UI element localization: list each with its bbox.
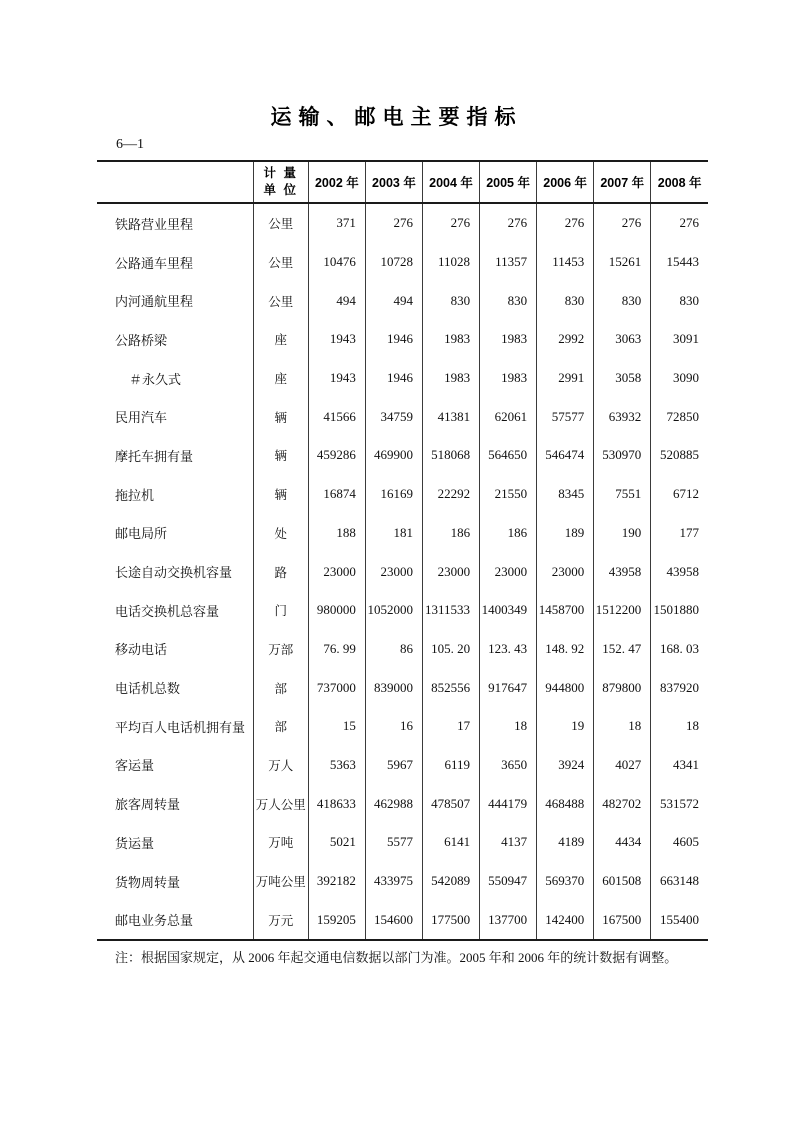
header-year: 2007 年 <box>594 161 651 203</box>
value-cell: 142400 <box>537 900 594 940</box>
table-row <box>97 746 708 785</box>
unit-cell: 万吨公里 <box>253 862 308 901</box>
page-title: 运输、邮电主要指标 <box>270 106 523 129</box>
value-cell: 186 <box>422 514 479 553</box>
value-cell: 1400349 <box>480 591 537 630</box>
value-cell: 41566 <box>308 397 365 436</box>
value-cell: 76. 99 <box>308 630 365 669</box>
value-cell: 2991 <box>537 359 594 398</box>
value-cell: 1311533 <box>422 591 479 630</box>
value-cell: 62061 <box>480 397 537 436</box>
value-cell: 10728 <box>365 243 422 282</box>
value-cell: 830 <box>422 281 479 320</box>
value-cell: 6119 <box>422 746 479 785</box>
value-cell: 43958 <box>594 552 651 591</box>
value-cell: 3058 <box>594 359 651 398</box>
header-unit-line2: 单 位 <box>263 183 299 197</box>
value-cell: 18 <box>651 707 708 746</box>
unit-cell: 座 <box>253 359 308 398</box>
value-cell: 276 <box>594 203 651 243</box>
value-cell: 177500 <box>422 900 479 940</box>
value-cell: 4341 <box>651 746 708 785</box>
value-cell: 1052000 <box>365 591 422 630</box>
value-cell: 155400 <box>651 900 708 940</box>
value-cell: 15443 <box>651 243 708 282</box>
value-cell: 7551 <box>594 475 651 514</box>
value-cell: 22292 <box>422 475 479 514</box>
value-cell: 86 <box>365 630 422 669</box>
value-cell: 154600 <box>365 900 422 940</box>
value-cell: 3924 <box>537 746 594 785</box>
table-row <box>97 862 708 901</box>
indicator-cell: 电话交换机总容量 <box>115 603 220 619</box>
unit-cell: 辆 <box>253 397 308 436</box>
value-cell: 601508 <box>594 862 651 901</box>
indicator-cell: 内河通航里程 <box>115 294 194 310</box>
value-cell: 830 <box>480 281 537 320</box>
table-row <box>97 823 708 862</box>
value-cell: 1458700 <box>537 591 594 630</box>
value-cell: 23000 <box>308 552 365 591</box>
table-row <box>97 591 708 630</box>
unit-cell: 万人公里 <box>253 784 308 823</box>
header-year: 2002 年 <box>308 161 365 203</box>
table-row <box>97 707 708 746</box>
value-cell: 839000 <box>365 668 422 707</box>
value-cell: 23000 <box>422 552 479 591</box>
value-cell: 137700 <box>480 900 537 940</box>
value-cell: 546474 <box>537 436 594 475</box>
value-cell: 57577 <box>537 397 594 436</box>
value-cell: 392182 <box>308 862 365 901</box>
value-cell: 167500 <box>594 900 651 940</box>
value-cell: 542089 <box>422 862 479 901</box>
unit-cell: 门 <box>253 591 308 630</box>
unit-cell: 万部 <box>253 630 308 669</box>
value-cell: 276 <box>480 203 537 243</box>
unit-cell: 万元 <box>253 900 308 940</box>
value-cell: 530970 <box>594 436 651 475</box>
value-cell: 181 <box>365 514 422 553</box>
value-cell: 4434 <box>594 823 651 862</box>
header-year: 2006 年 <box>537 161 594 203</box>
unit-cell: 公里 <box>253 243 308 282</box>
header-unit <box>253 161 308 203</box>
value-cell: 564650 <box>480 436 537 475</box>
value-cell: 41381 <box>422 397 479 436</box>
value-cell: 4605 <box>651 823 708 862</box>
value-cell: 8345 <box>537 475 594 514</box>
indicator-cell: 公路通车里程 <box>115 255 194 271</box>
table-row <box>97 668 708 707</box>
value-cell: 19 <box>537 707 594 746</box>
value-cell: 15261 <box>594 243 651 282</box>
value-cell: 186 <box>480 514 537 553</box>
table-row <box>97 475 708 514</box>
value-cell: 3650 <box>480 746 537 785</box>
stats-table <box>97 160 708 941</box>
indicator-cell: 邮电业务总量 <box>115 913 194 929</box>
unit-cell: 辆 <box>253 475 308 514</box>
value-cell: 830 <box>594 281 651 320</box>
value-cell: 11453 <box>537 243 594 282</box>
table-number: 6—1 <box>116 137 144 152</box>
value-cell: 63932 <box>594 397 651 436</box>
value-cell: 1943 <box>308 320 365 359</box>
value-cell: 177 <box>651 514 708 553</box>
table-body <box>97 203 708 940</box>
table-row <box>97 900 708 940</box>
indicator-cell: ＃永久式 <box>129 371 182 387</box>
value-cell: 459286 <box>308 436 365 475</box>
value-cell: 837920 <box>651 668 708 707</box>
table-row <box>97 630 708 669</box>
value-cell: 1501880 <box>651 591 708 630</box>
value-cell: 6712 <box>651 475 708 514</box>
value-cell: 10476 <box>308 243 365 282</box>
value-cell: 276 <box>651 203 708 243</box>
value-cell: 189 <box>537 514 594 553</box>
value-cell: 11357 <box>480 243 537 282</box>
indicator-cell: 客运量 <box>115 758 155 774</box>
value-cell: 16 <box>365 707 422 746</box>
value-cell: 1983 <box>422 320 479 359</box>
indicator-cell: 公路桥梁 <box>115 332 168 348</box>
table-row <box>97 203 708 243</box>
indicator-cell: 平均百人电话机拥有量 <box>115 719 246 735</box>
value-cell: 18 <box>594 707 651 746</box>
value-cell: 72850 <box>651 397 708 436</box>
unit-cell: 辆 <box>253 436 308 475</box>
value-cell: 276 <box>422 203 479 243</box>
header-row <box>97 161 708 203</box>
value-cell: 550947 <box>480 862 537 901</box>
table-row <box>97 436 708 475</box>
header-year: 2004 年 <box>422 161 479 203</box>
value-cell: 5363 <box>308 746 365 785</box>
value-cell: 371 <box>308 203 365 243</box>
value-cell: 1946 <box>365 320 422 359</box>
value-cell: 879800 <box>594 668 651 707</box>
unit-cell: 部 <box>253 707 308 746</box>
value-cell: 23000 <box>365 552 422 591</box>
value-cell: 5967 <box>365 746 422 785</box>
value-cell: 148. 92 <box>537 630 594 669</box>
value-cell: 11028 <box>422 243 479 282</box>
value-cell: 1512200 <box>594 591 651 630</box>
header-unit-line1: 计 量 <box>263 166 299 181</box>
unit-cell: 公里 <box>253 203 308 243</box>
header-year: 2005 年 <box>480 161 537 203</box>
value-cell: 123. 43 <box>480 630 537 669</box>
value-cell: 168. 03 <box>651 630 708 669</box>
value-cell: 6141 <box>422 823 479 862</box>
table-row <box>97 397 708 436</box>
indicator-cell: 旅客周转量 <box>115 797 181 813</box>
header-year: 2008 年 <box>651 161 708 203</box>
value-cell: 18 <box>480 707 537 746</box>
value-cell: 569370 <box>537 862 594 901</box>
table-row <box>97 552 708 591</box>
value-cell: 16169 <box>365 475 422 514</box>
table-row <box>97 784 708 823</box>
indicator-cell: 货物周转量 <box>115 874 181 890</box>
unit-cell: 万吨 <box>253 823 308 862</box>
unit-cell: 处 <box>253 514 308 553</box>
value-cell: 478507 <box>422 784 479 823</box>
value-cell: 468488 <box>537 784 594 823</box>
indicator-cell: 移动电话 <box>115 642 168 658</box>
value-cell: 462988 <box>365 784 422 823</box>
value-cell: 444179 <box>480 784 537 823</box>
indicator-cell: 货运量 <box>115 835 155 851</box>
indicator-cell: 长途自动交换机容量 <box>115 565 233 581</box>
table-row <box>97 514 708 553</box>
value-cell: 23000 <box>480 552 537 591</box>
value-cell: 276 <box>537 203 594 243</box>
value-cell: 663148 <box>651 862 708 901</box>
unit-cell: 公里 <box>253 281 308 320</box>
value-cell: 531572 <box>651 784 708 823</box>
value-cell: 830 <box>537 281 594 320</box>
value-cell: 3063 <box>594 320 651 359</box>
indicator-cell: 拖拉机 <box>115 487 155 503</box>
value-cell: 518068 <box>422 436 479 475</box>
value-cell: 4189 <box>537 823 594 862</box>
value-cell: 21550 <box>480 475 537 514</box>
indicator-cell: 民用汽车 <box>115 410 168 426</box>
value-cell: 852556 <box>422 668 479 707</box>
value-cell: 917647 <box>480 668 537 707</box>
value-cell: 16874 <box>308 475 365 514</box>
value-cell: 43958 <box>651 552 708 591</box>
value-cell: 520885 <box>651 436 708 475</box>
value-cell: 2992 <box>537 320 594 359</box>
indicator-cell: 电话机总数 <box>115 681 181 697</box>
value-cell: 15 <box>308 707 365 746</box>
value-cell: 494 <box>308 281 365 320</box>
value-cell: 433975 <box>365 862 422 901</box>
value-cell: 482702 <box>594 784 651 823</box>
value-cell: 34759 <box>365 397 422 436</box>
value-cell: 4027 <box>594 746 651 785</box>
value-cell: 830 <box>651 281 708 320</box>
value-cell: 1983 <box>422 359 479 398</box>
header-indicator-blank <box>97 161 253 203</box>
value-cell: 1983 <box>480 359 537 398</box>
value-cell: 159205 <box>308 900 365 940</box>
table-note: 注：根据国家规定，从 2006 年起交通电信数据以部门为准。2005 年和 2006 年的统计数据有调整。 <box>115 950 678 965</box>
header-year: 2003 年 <box>365 161 422 203</box>
unit-cell: 路 <box>253 552 308 591</box>
unit-cell: 万人 <box>253 746 308 785</box>
table-row <box>97 243 708 282</box>
value-cell: 469900 <box>365 436 422 475</box>
value-cell: 152. 47 <box>594 630 651 669</box>
value-cell: 4137 <box>480 823 537 862</box>
value-cell: 737000 <box>308 668 365 707</box>
unit-cell: 座 <box>253 320 308 359</box>
value-cell: 190 <box>594 514 651 553</box>
table-row <box>97 320 708 359</box>
value-cell: 17 <box>422 707 479 746</box>
value-cell: 944800 <box>537 668 594 707</box>
value-cell: 1983 <box>480 320 537 359</box>
value-cell: 3091 <box>651 320 708 359</box>
value-cell: 5021 <box>308 823 365 862</box>
table-row <box>97 281 708 320</box>
value-cell: 276 <box>365 203 422 243</box>
indicator-cell: 邮电局所 <box>115 526 168 542</box>
value-cell: 5577 <box>365 823 422 862</box>
value-cell: 105. 20 <box>422 630 479 669</box>
indicator-cell: 铁路营业里程 <box>115 216 194 232</box>
value-cell: 1946 <box>365 359 422 398</box>
value-cell: 494 <box>365 281 422 320</box>
value-cell: 1943 <box>308 359 365 398</box>
table-row <box>97 359 708 398</box>
value-cell: 3090 <box>651 359 708 398</box>
value-cell: 188 <box>308 514 365 553</box>
value-cell: 980000 <box>308 591 365 630</box>
indicator-cell: 摩托车拥有量 <box>115 448 194 464</box>
unit-cell: 部 <box>253 668 308 707</box>
value-cell: 418633 <box>308 784 365 823</box>
value-cell: 23000 <box>537 552 594 591</box>
